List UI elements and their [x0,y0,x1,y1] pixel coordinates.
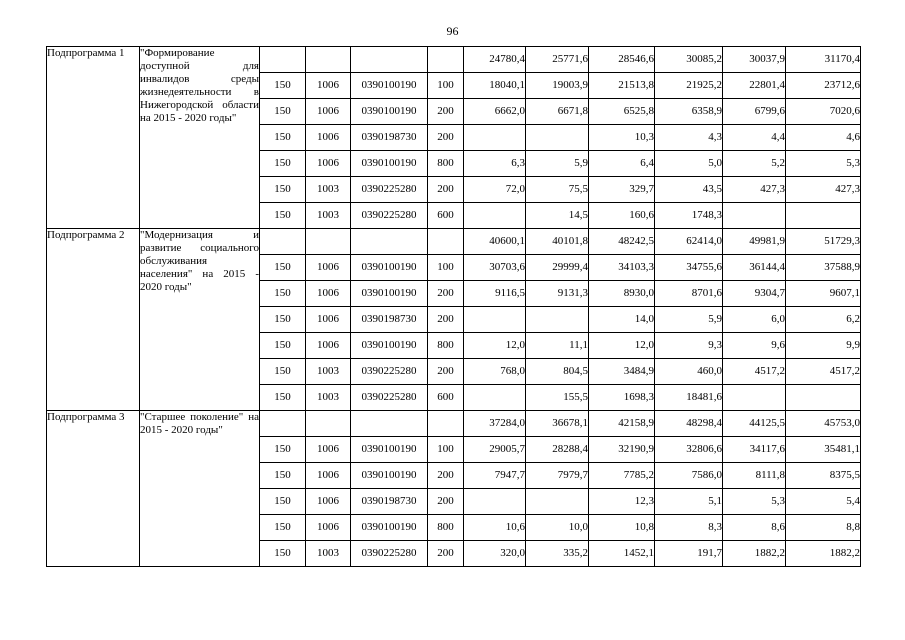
budget-table [46,46,861,567]
expense-type-cell: 100 [428,255,464,281]
value-cell [464,489,526,515]
value-cell: 32190,9 [589,437,655,463]
value-cell: 11,1 [526,333,589,359]
admin-code-cell: 150 [260,151,306,177]
expense-type-cell: 100 [428,437,464,463]
value-cell: 34755,6 [655,255,723,281]
expense-type-cell: 200 [428,125,464,151]
value-cell: 320,0 [464,541,526,567]
admin-code-cell: 150 [260,203,306,229]
value-cell: 768,0 [464,359,526,385]
value-cell: 12,0 [589,333,655,359]
value-cell: 19003,9 [526,73,589,99]
value-cell: 36144,4 [723,255,786,281]
value-cell: 18040,1 [464,73,526,99]
subprogram-total-row [47,411,861,437]
expense-type-cell: 200 [428,99,464,125]
admin-code-cell: 150 [260,125,306,151]
subprogram-label: Подпрограмма 2 [47,229,140,411]
total-value-cell: 42158,9 [589,411,655,437]
expense-type-cell: 800 [428,151,464,177]
value-cell: 9131,3 [526,281,589,307]
value-cell: 1452,1 [589,541,655,567]
value-cell: 9304,7 [723,281,786,307]
total-value-cell: 31170,4 [786,47,861,73]
total-value-cell: 37284,0 [464,411,526,437]
value-cell: 6,0 [723,307,786,333]
value-cell: 4517,2 [786,359,861,385]
section-code-cell: 1006 [306,333,351,359]
admin-code-cell: 150 [260,515,306,541]
value-cell: 6,2 [786,307,861,333]
admin-code-cell: 150 [260,385,306,411]
value-cell: 7947,7 [464,463,526,489]
value-cell: 8,8 [786,515,861,541]
value-cell: 10,6 [464,515,526,541]
value-cell: 34103,3 [589,255,655,281]
target-code-cell: 0390100190 [351,99,428,125]
target-code-cell [351,411,428,437]
value-cell: 37588,9 [786,255,861,281]
value-cell: 4,3 [655,125,723,151]
value-cell: 5,4 [786,489,861,515]
admin-code-cell [260,411,306,437]
total-value-cell: 30085,2 [655,47,723,73]
total-value-cell: 28546,6 [589,47,655,73]
value-cell: 8,6 [723,515,786,541]
value-cell: 155,5 [526,385,589,411]
value-cell: 5,0 [655,151,723,177]
value-cell: 6,3 [464,151,526,177]
value-cell: 6799,6 [723,99,786,125]
value-cell: 1882,2 [786,541,861,567]
value-cell: 8701,6 [655,281,723,307]
total-value-cell: 40600,1 [464,229,526,255]
value-cell: 8930,0 [589,281,655,307]
admin-code-cell: 150 [260,177,306,203]
target-code-cell: 0390198730 [351,489,428,515]
subprogram-description: "Формирование доступной для инвалидов среды жизнедеятельности в Нижегородской области на 2015 - 2020 годы" [140,47,260,229]
value-cell: 29005,7 [464,437,526,463]
value-cell: 5,3 [723,489,786,515]
value-cell: 14,0 [589,307,655,333]
total-value-cell: 45753,0 [786,411,861,437]
value-cell: 7979,7 [526,463,589,489]
admin-code-cell: 150 [260,99,306,125]
section-code-cell [306,229,351,255]
expense-type-cell: 800 [428,515,464,541]
value-cell: 6662,0 [464,99,526,125]
total-value-cell: 36678,1 [526,411,589,437]
target-code-cell: 0390100190 [351,281,428,307]
value-cell: 75,5 [526,177,589,203]
section-code-cell: 1006 [306,463,351,489]
value-cell: 10,3 [589,125,655,151]
value-cell: 7020,6 [786,99,861,125]
section-code-cell: 1006 [306,515,351,541]
value-cell: 30703,6 [464,255,526,281]
value-cell: 10,0 [526,515,589,541]
value-cell [464,385,526,411]
expense-type-cell [428,411,464,437]
section-code-cell: 1006 [306,489,351,515]
value-cell: 329,7 [589,177,655,203]
value-cell: 12,3 [589,489,655,515]
value-cell: 160,6 [589,203,655,229]
value-cell: 14,5 [526,203,589,229]
value-cell: 6358,9 [655,99,723,125]
value-cell: 8111,8 [723,463,786,489]
target-code-cell: 0390198730 [351,125,428,151]
value-cell [723,385,786,411]
value-cell: 3484,9 [589,359,655,385]
value-cell: 5,1 [655,489,723,515]
expense-type-cell: 800 [428,333,464,359]
admin-code-cell [260,47,306,73]
value-cell: 4,6 [786,125,861,151]
value-cell: 10,8 [589,515,655,541]
subprogram-label: Подпрограмма 3 [47,411,140,567]
value-cell: 23712,6 [786,73,861,99]
value-cell: 6,4 [589,151,655,177]
total-value-cell: 40101,8 [526,229,589,255]
target-code-cell [351,47,428,73]
value-cell: 7785,2 [589,463,655,489]
subprogram-total-row [47,47,861,73]
value-cell: 5,9 [655,307,723,333]
expense-type-cell: 200 [428,177,464,203]
value-cell: 6525,8 [589,99,655,125]
target-code-cell: 0390100190 [351,255,428,281]
value-cell [526,307,589,333]
value-cell: 804,5 [526,359,589,385]
value-cell: 29999,4 [526,255,589,281]
total-value-cell: 30037,9 [723,47,786,73]
value-cell: 7586,0 [655,463,723,489]
value-cell [464,203,526,229]
section-code-cell: 1003 [306,385,351,411]
total-value-cell: 51729,3 [786,229,861,255]
target-code-cell: 0390100190 [351,437,428,463]
value-cell: 43,5 [655,177,723,203]
value-cell [464,125,526,151]
admin-code-cell: 150 [260,489,306,515]
expense-type-cell: 200 [428,463,464,489]
subprogram-description: "Старшее поколение" на 2015 - 2020 годы" [140,411,260,567]
target-code-cell: 0390100190 [351,151,428,177]
value-cell: 1748,3 [655,203,723,229]
value-cell: 34117,6 [723,437,786,463]
value-cell: 460,0 [655,359,723,385]
subprogram-label: Подпрограмма 1 [47,47,140,229]
expense-type-cell: 200 [428,307,464,333]
value-cell [464,307,526,333]
admin-code-cell: 150 [260,359,306,385]
value-cell: 335,2 [526,541,589,567]
section-code-cell: 1006 [306,73,351,99]
value-cell: 5,2 [723,151,786,177]
value-cell: 4,4 [723,125,786,151]
value-cell [786,203,861,229]
section-code-cell: 1006 [306,307,351,333]
admin-code-cell [260,229,306,255]
target-code-cell: 0390198730 [351,307,428,333]
value-cell: 12,0 [464,333,526,359]
value-cell: 8,3 [655,515,723,541]
value-cell: 9607,1 [786,281,861,307]
expense-type-cell: 600 [428,385,464,411]
admin-code-cell: 150 [260,307,306,333]
admin-code-cell: 150 [260,541,306,567]
admin-code-cell: 150 [260,437,306,463]
expense-type-cell [428,47,464,73]
value-cell: 6671,8 [526,99,589,125]
value-cell: 9,3 [655,333,723,359]
value-cell: 21925,2 [655,73,723,99]
section-code-cell: 1006 [306,437,351,463]
total-value-cell: 24780,4 [464,47,526,73]
value-cell [526,489,589,515]
page-number: 96 [446,24,459,38]
value-cell: 5,3 [786,151,861,177]
total-value-cell: 62414,0 [655,229,723,255]
value-cell: 4517,2 [723,359,786,385]
admin-code-cell: 150 [260,281,306,307]
section-code-cell: 1003 [306,359,351,385]
value-cell [786,385,861,411]
value-cell: 72,0 [464,177,526,203]
value-cell: 8375,5 [786,463,861,489]
value-cell: 9,6 [723,333,786,359]
target-code-cell: 0390100190 [351,333,428,359]
target-code-cell: 0390225280 [351,385,428,411]
section-code-cell: 1006 [306,125,351,151]
value-cell: 5,9 [526,151,589,177]
value-cell: 28288,4 [526,437,589,463]
target-code-cell: 0390100190 [351,515,428,541]
target-code-cell: 0390225280 [351,203,428,229]
expense-type-cell: 200 [428,489,464,515]
target-code-cell: 0390100190 [351,463,428,489]
section-code-cell: 1003 [306,203,351,229]
expense-type-cell: 200 [428,359,464,385]
value-cell: 427,3 [723,177,786,203]
section-code-cell: 1003 [306,541,351,567]
section-code-cell: 1006 [306,99,351,125]
subprogram-total-row [47,229,861,255]
value-cell: 1882,2 [723,541,786,567]
subprogram-description: "Модернизация и развитие социального обслуживания населения" на 2015 - 2020 годы" [140,229,260,411]
section-code-cell: 1006 [306,151,351,177]
value-cell: 35481,1 [786,437,861,463]
value-cell: 32806,6 [655,437,723,463]
target-code-cell: 0390100190 [351,73,428,99]
admin-code-cell: 150 [260,333,306,359]
section-code-cell [306,411,351,437]
total-value-cell: 49981,9 [723,229,786,255]
value-cell: 9,9 [786,333,861,359]
target-code-cell [351,229,428,255]
value-cell [526,125,589,151]
total-value-cell: 44125,5 [723,411,786,437]
value-cell: 427,3 [786,177,861,203]
target-code-cell: 0390225280 [351,359,428,385]
value-cell: 21513,8 [589,73,655,99]
value-cell: 1698,3 [589,385,655,411]
target-code-cell: 0390225280 [351,541,428,567]
expense-type-cell: 600 [428,203,464,229]
expense-type-cell: 100 [428,73,464,99]
expense-type-cell: 200 [428,281,464,307]
target-code-cell: 0390225280 [351,177,428,203]
section-code-cell: 1006 [306,281,351,307]
section-code-cell [306,47,351,73]
admin-code-cell: 150 [260,255,306,281]
total-value-cell: 25771,6 [526,47,589,73]
admin-code-cell: 150 [260,73,306,99]
total-value-cell: 48242,5 [589,229,655,255]
value-cell: 18481,6 [655,385,723,411]
value-cell: 9116,5 [464,281,526,307]
value-cell: 191,7 [655,541,723,567]
value-cell [723,203,786,229]
section-code-cell: 1006 [306,255,351,281]
expense-type-cell [428,229,464,255]
admin-code-cell: 150 [260,463,306,489]
section-code-cell: 1003 [306,177,351,203]
value-cell: 22801,4 [723,73,786,99]
expense-type-cell: 200 [428,541,464,567]
total-value-cell: 48298,4 [655,411,723,437]
